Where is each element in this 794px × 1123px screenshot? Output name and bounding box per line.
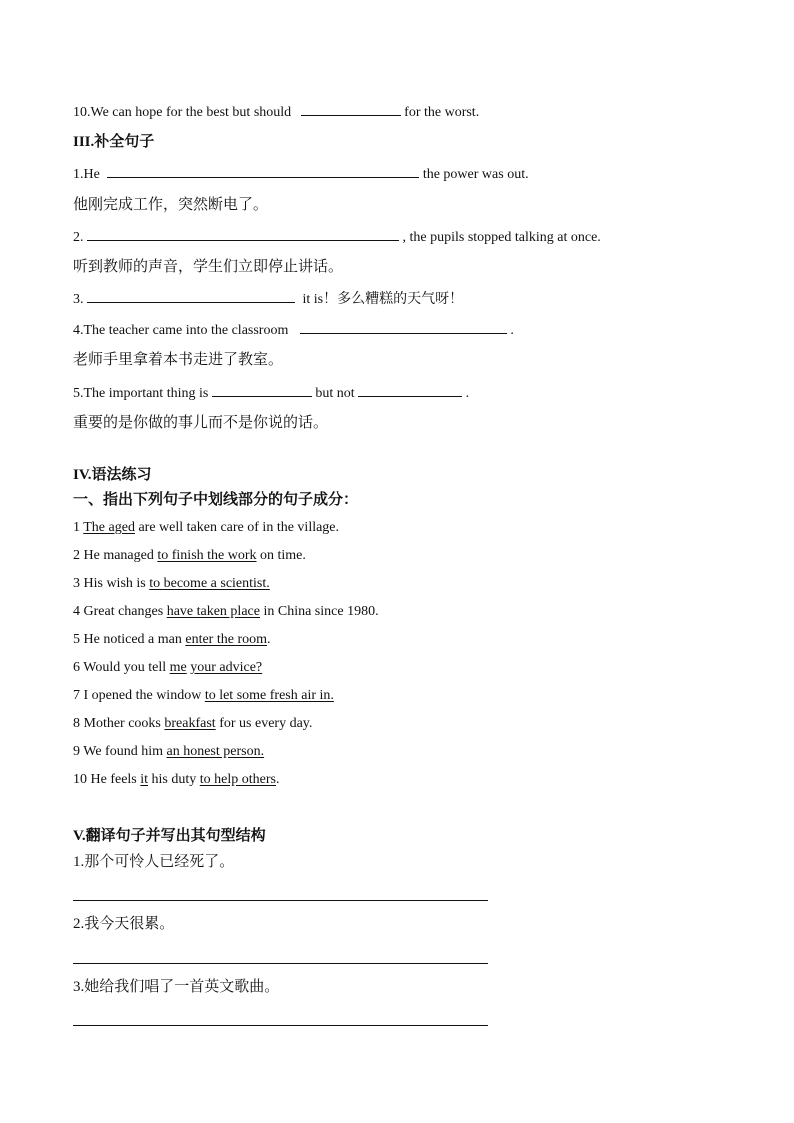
underlined-part: me <box>169 660 187 675</box>
section-title-iv: IV.语法练习 <box>73 467 152 483</box>
underlined-part: The aged <box>83 520 135 535</box>
underlined-part: enter the room <box>185 632 267 647</box>
underlined-part: have taken place <box>166 604 260 619</box>
answer-line <box>73 963 488 964</box>
grammar-item: 3 His wish is to become a scientist. <box>73 576 270 591</box>
s4-suffix: . <box>510 323 514 338</box>
translate-q2: 2.我今天很累。 <box>73 916 175 932</box>
s3-line <box>73 288 463 310</box>
s2-line <box>73 226 601 248</box>
grammar-item: 6 Would you tell me your advice? <box>73 660 263 675</box>
underlined-part: breakfast <box>164 716 216 731</box>
s4-line <box>73 319 514 341</box>
q10-tail: for the worst. <box>404 105 480 120</box>
answer-blank <box>87 288 295 303</box>
underlined-part: to let some fresh air in. <box>204 688 334 703</box>
underlined-part: to become a scientist. <box>149 576 270 591</box>
s5-middle: but not <box>315 386 355 401</box>
underlined-part: your advice? <box>190 660 263 675</box>
s1-prefix: 1.He <box>73 167 100 182</box>
answer-blank <box>301 101 401 116</box>
s3-prefix: 3. <box>73 292 84 307</box>
grammar-item: 10 He feels it his duty to help others. <box>73 772 280 787</box>
s5-translation: 重要的是你做的事儿而不是你说的话。 <box>73 415 329 431</box>
answer-line <box>73 900 488 901</box>
s2-prefix: 2. <box>73 230 84 245</box>
q10-line <box>73 101 479 123</box>
answer-blank <box>358 382 462 397</box>
answer-line <box>73 1025 488 1026</box>
s5-suffix: . <box>465 386 470 401</box>
s2-translation: 听到教师的声音，学生们立即停止讲话。 <box>73 259 344 275</box>
section-title-v: V.翻译句子并写出其句型结构 <box>73 828 266 844</box>
answer-blank <box>87 226 399 241</box>
s1-suffix: the power was out. <box>422 167 529 182</box>
s3-suffix: it is！多么糟糕的天气呀！ <box>302 292 464 307</box>
grammar-item: 7 I opened the window to let some fresh air in. <box>73 688 334 703</box>
translate-q3: 3.她给我们唱了一首英文歌曲。 <box>73 979 280 995</box>
answer-blank <box>107 163 419 178</box>
s5-prefix: 5.The important thing is <box>73 386 209 401</box>
grammar-item: 9 We found him an honest person. <box>73 744 265 759</box>
underlined-part: an honest person. <box>166 744 265 759</box>
section-subtitle: 一、指出下列句子中划线部分的句子成分： <box>73 492 359 508</box>
underlined-part: it <box>140 772 149 787</box>
s5-line <box>73 382 469 404</box>
s1-translation: 他刚完成工作，突然断电了。 <box>73 197 269 213</box>
q10-text: 10.We can hope for the best but should <box>73 105 292 120</box>
grammar-item: 4 Great changes have taken place in China since 1980. <box>73 604 379 619</box>
answer-blank <box>212 382 312 397</box>
underlined-part: to help others <box>199 772 276 787</box>
section-title-iii: III.补全句子 <box>73 134 155 150</box>
answer-blank <box>300 319 507 334</box>
s2-suffix: , the pupils stopped talking at once. <box>402 230 601 245</box>
s4-translation: 老师手里拿着本书走进了教室。 <box>73 352 284 368</box>
translate-q1: 1.那个可怜人已经死了。 <box>73 854 235 870</box>
grammar-item: 8 Mother cooks breakfast for us every day. <box>73 716 313 731</box>
grammar-item: 5 He noticed a man enter the room. <box>73 632 271 647</box>
s4-prefix: 4.The teacher came into the classroom <box>73 323 289 338</box>
grammar-item: 1 The aged are well taken care of in the village. <box>73 520 340 535</box>
s1-line <box>73 163 529 185</box>
underlined-part: to finish the work <box>157 548 257 563</box>
grammar-item: 2 He managed to finish the work on time. <box>73 548 306 563</box>
